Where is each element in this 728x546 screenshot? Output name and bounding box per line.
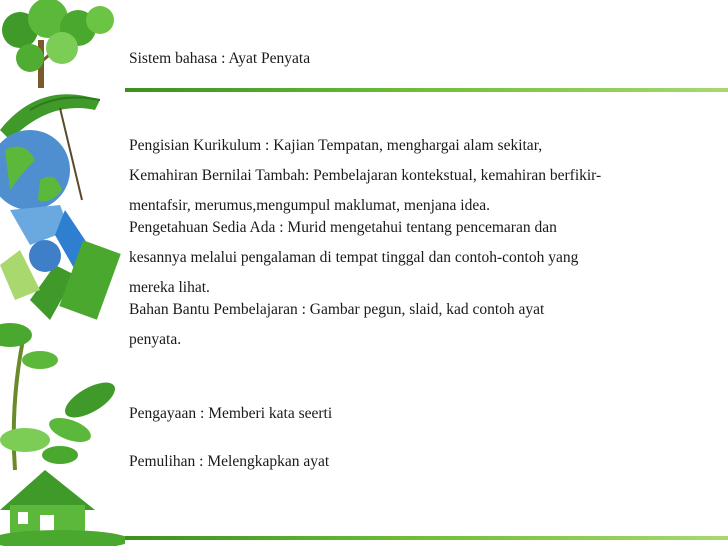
recycle-icon [0, 205, 121, 320]
tree-icon [2, 0, 114, 88]
globe-umbrella-icon [0, 94, 100, 210]
body-line: penyata. [129, 331, 182, 348]
nature-decoration [0, 0, 125, 546]
plant-icon [0, 323, 120, 470]
pengayaan-text: Pengayaan : Memberi kata seerti [129, 405, 333, 422]
body-line: Pengetahuan Sedia Ada : Murid mengetahui tentang pencemaran dan [129, 219, 557, 236]
bottom-divider-bar [125, 536, 728, 540]
pemulihan-text: Pemulihan : Melengkapkan ayat [129, 453, 330, 470]
body-line: Pengisian Kurikulum : Kajian Tempatan, menghargai alam sekitar, [129, 137, 543, 154]
body-line: mereka lihat. [129, 279, 210, 296]
body-line: Bahan Bantu Pembelajaran : Gambar pegun, slaid, kad contoh ayat [129, 301, 545, 318]
body-text [129, 136, 601, 360]
top-divider-bar [125, 88, 728, 92]
house-icon [0, 470, 125, 546]
body-line: kesannya melalui pengalaman di tempat tinggal dan contoh-contoh yang [129, 249, 579, 266]
body-line: Kemahiran Bernilai Tambah: Pembelajaran kontekstual, kemahiran berfikir- [129, 167, 602, 184]
body-line: mentafsir, merumus,mengumpul maklumat, menjana idea. [129, 197, 490, 214]
slide-title: Sistem bahasa : Ayat Penyata [129, 50, 311, 67]
